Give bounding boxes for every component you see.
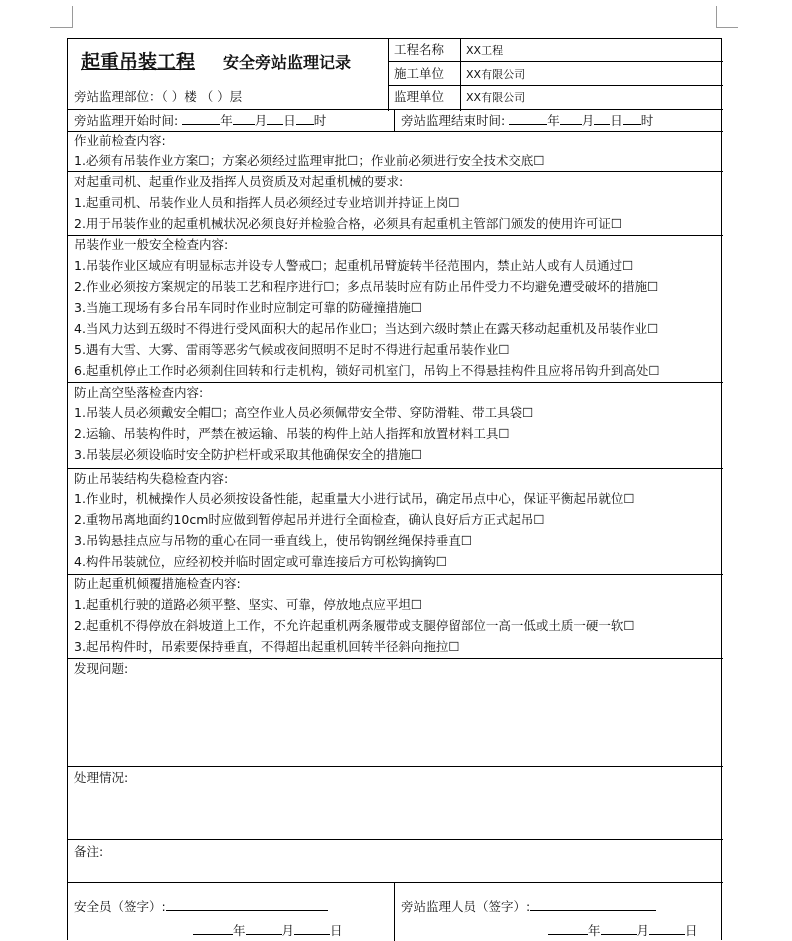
divider xyxy=(68,171,723,172)
supervisor-signature-label: 旁站监理人员（签字）: xyxy=(401,899,531,914)
crop-mark xyxy=(716,6,717,28)
section-title: 吊装作业一般安全检查内容: xyxy=(74,237,229,252)
checklist-item[interactable]: 4.构件吊装就位，应经初校并临时固定或可靠连接后方可松钩摘钩☐ xyxy=(74,554,448,569)
remarks-field[interactable] xyxy=(128,842,718,880)
divider xyxy=(68,468,723,469)
supervisor-date[interactable] xyxy=(548,922,698,939)
checklist-item[interactable]: 2.作业必须按方案规定的吊装工艺和程序进行☐；多点吊装时应有防止吊件受力不均避免遭受破坏的措施☐ xyxy=(74,279,659,294)
divider xyxy=(394,882,395,941)
findings-field[interactable] xyxy=(68,679,723,765)
divider xyxy=(388,39,389,111)
month-unit: 月 xyxy=(281,923,295,938)
divider xyxy=(68,382,723,383)
contractor-label: 施工单位 xyxy=(394,66,445,81)
supervision-record-form xyxy=(67,38,722,940)
divider xyxy=(68,574,723,575)
form-title: 起重吊装工程 xyxy=(81,51,196,73)
crop-mark xyxy=(716,27,738,28)
form-subtitle: 安全旁站监理记录 xyxy=(223,53,352,72)
safety-officer-date[interactable] xyxy=(193,922,343,939)
checklist-item[interactable]: 2.用于吊装作业的起重机械状况必须良好并检验合格，必须具有起重机主管部门颁发的使用许可证☐ xyxy=(74,216,623,231)
month-unit: 月 xyxy=(254,113,268,128)
checklist-item[interactable]: 1.必须有吊装作业方案☐；方案必须经过监理审批☐；作业前必须进行安全技术交底☐ xyxy=(74,153,545,168)
start-time-field[interactable] xyxy=(74,112,326,129)
contractor-value: XX有限公司 xyxy=(466,68,526,81)
divider xyxy=(68,882,723,883)
section-title: 对起重司机、起重作业及指挥人员资质及对起重机械的要求: xyxy=(74,174,404,189)
project-name-label: 工程名称 xyxy=(394,42,445,57)
divider xyxy=(68,766,723,767)
divider xyxy=(394,109,395,131)
checklist-item[interactable]: 3.当施工现场有多台吊车同时作业时应制定可靠的防碰撞措施☐ xyxy=(74,300,423,315)
supervisor-signature[interactable] xyxy=(401,898,656,915)
checklist-item[interactable]: 1.吊装作业区域应有明显标志并设专人警戒☐；起重机吊臂旋转半径范围内，禁止站人或有人员通过☐ xyxy=(74,258,634,273)
checklist-item[interactable]: 3.吊装层必须设临时安全防护栏杆或采取其他确保安全的措施☐ xyxy=(74,447,423,462)
end-time-field[interactable] xyxy=(401,112,653,129)
day-unit: 日 xyxy=(283,113,296,128)
divider xyxy=(68,109,723,110)
section-title: 防止吊装结构失稳检查内容: xyxy=(74,471,229,486)
hour-unit: 时 xyxy=(313,113,327,128)
safety-officer-label: 安全员（签字）: xyxy=(74,899,166,914)
checklist-item[interactable]: 1.吊装人员必须戴安全帽☐；高空作业人员必须佩带安全带、穿防滑鞋、带工具袋☐ xyxy=(74,405,534,420)
checklist-item[interactable]: 1.作业时，机械操作人员必须按设备性能，起重量大小进行试吊，确定吊点中心，保证平衡起吊就位☐ xyxy=(74,491,635,506)
crop-mark xyxy=(50,27,72,28)
end-time-label: 旁站监理结束时间: xyxy=(401,113,506,128)
divider xyxy=(68,839,723,840)
day-unit: 日 xyxy=(685,923,698,938)
section-title: 防止起重机倾覆措施检查内容: xyxy=(74,576,241,591)
checklist-item[interactable]: 3.吊钩悬挂点应与吊物的重心在同一垂直线上，使吊钩钢丝绳保持垂直☐ xyxy=(74,533,473,548)
checklist-item[interactable]: 5.遇有大雪、大雾、雷雨等恶劣气候或夜间照明不足时不得进行起重吊装作业☐ xyxy=(74,342,510,357)
checklist-item[interactable]: 2.起重机不得停放在斜坡道上工作，不允许起重机两条履带或支腿停留部位一高一低或土质一硬一软☐ xyxy=(74,618,635,633)
checklist-item[interactable]: 1.起重司机、吊装作业人员和指挥人员必须经过专业培训并持证上岗☐ xyxy=(74,195,460,210)
handling-label: 处理情况: xyxy=(74,770,129,785)
month-unit: 月 xyxy=(636,923,650,938)
day-unit: 日 xyxy=(610,113,623,128)
section-title: 防止高空坠落检查内容: xyxy=(74,385,204,400)
year-unit: 年 xyxy=(547,113,560,128)
checklist-item[interactable]: 6.起重机停止工作时必须刹住回转和行走机构，锁好司机室门，吊钩上不得悬挂构件且应将吊钩升到高处☐ xyxy=(74,363,660,378)
checklist-item[interactable]: 3.起吊构件时，吊索要保持垂直，不得超出起重机回转半径斜向拖拉☐ xyxy=(74,639,460,654)
handling-field[interactable] xyxy=(68,789,723,839)
divider xyxy=(68,131,723,132)
project-name-value: XX工程 xyxy=(466,44,504,57)
checklist-item[interactable]: 1.起重机行驶的道路必须平整、坚实、可靠，停放地点应平坦☐ xyxy=(74,597,423,612)
crop-mark xyxy=(72,6,73,28)
checklist-item[interactable]: 2.运输、吊装构件时，严禁在被运输、吊装的构件上站人指挥和放置材料工具☐ xyxy=(74,426,510,441)
hour-unit: 时 xyxy=(640,113,654,128)
year-unit: 年 xyxy=(588,923,601,938)
location-label: 旁站监理部位：（ ）楼 （ ）层 xyxy=(74,89,243,104)
checklist-item[interactable]: 4.当风力达到五级时不得进行受风面积大的起吊作业☐；当达到六级时禁止在露天移动起重机及吊装作业☐ xyxy=(74,321,659,336)
year-unit: 年 xyxy=(220,113,233,128)
month-unit: 月 xyxy=(581,113,595,128)
day-unit: 日 xyxy=(330,923,343,938)
divider xyxy=(460,39,461,111)
divider xyxy=(388,85,723,86)
safety-officer-signature[interactable] xyxy=(74,898,328,915)
supervisor-unit-label: 监理单位 xyxy=(394,89,445,104)
year-unit: 年 xyxy=(233,923,246,938)
divider xyxy=(68,235,723,236)
divider xyxy=(388,61,723,62)
section-title: 作业前检查内容: xyxy=(74,133,166,148)
start-time-label: 旁站监理开始时间: xyxy=(74,113,179,128)
supervisor-unit-value: XX有限公司 xyxy=(466,91,526,104)
findings-label: 发现问题: xyxy=(74,661,129,676)
remarks-label: 备注: xyxy=(74,844,104,859)
checklist-item[interactable]: 2.重物吊离地面约10cm时应做到暂停起吊并进行全面检查，确认良好后方正式起吊☐ xyxy=(74,512,545,527)
divider xyxy=(68,658,723,659)
